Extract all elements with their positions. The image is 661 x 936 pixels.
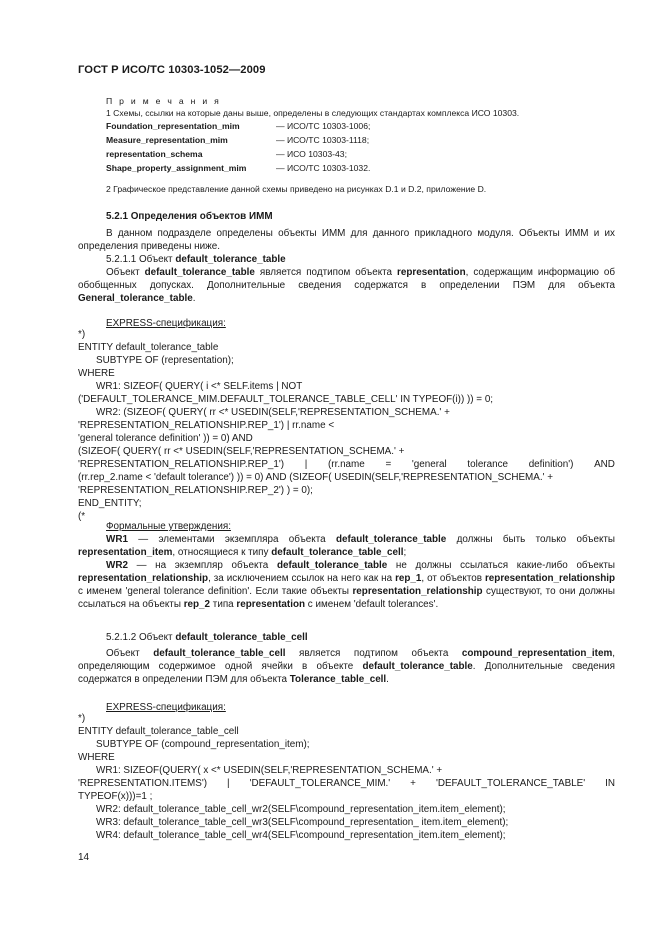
code-line: (* (78, 511, 86, 522)
ref-value: — ИСО/ТС 10303-1032. (276, 163, 371, 173)
text: с именем 'default tolerances'. (305, 599, 439, 610)
entity2-block (78, 631, 615, 686)
code-line: *) (78, 713, 86, 724)
entity-ref: representation (236, 599, 306, 610)
code-line: WHERE (78, 368, 115, 379)
section-intro: В данном подразделе определены объекты ИММ для данного прикладного модуля. Объекты ИММ и их определения приведены ниже. (78, 228, 615, 252)
text: не должны ссылаться какие-либо объекты (387, 560, 615, 571)
entity-ref: default_tolerance_table (362, 661, 473, 672)
code-token: AND (594, 459, 615, 470)
note-2: 2 Графическое представление данной схемы приведено на рисунках D.1 и D.2, приложение D. (106, 184, 487, 194)
text: типа (210, 599, 237, 610)
code-line-justified (78, 458, 615, 471)
code-line: ENTITY default_tolerance_table (78, 342, 219, 353)
entity-ref: compound_representation_item (461, 648, 613, 659)
entity-ref: default_tolerance_table (335, 534, 447, 545)
page-number: 14 (78, 852, 90, 863)
entity-ref: representation (397, 267, 466, 278)
entity-ref: rep_2 (183, 599, 211, 610)
text: , за исключением ссылок на него как на (208, 573, 396, 584)
wr2-statement (78, 559, 615, 611)
code-line: WR2: default_tolerance_table_cell_wr2(SELF\compound_representation_item.item_element); (96, 804, 506, 815)
entity2-name: default_tolerance_table_cell (175, 632, 308, 643)
code-line-justified (78, 777, 615, 790)
notes-title: П р и м е ч а н и я (106, 96, 222, 106)
rule-label: WR2 (106, 560, 128, 571)
code-line: WHERE (78, 752, 115, 763)
ref-name: Foundation_representation_mim (106, 121, 240, 131)
entity1-name: default_tolerance_table (175, 254, 286, 265)
express-code-1 (78, 328, 615, 523)
code-line: ('DEFAULT_TOLERANCE_MIM.DEFAULT_TOLERANCE_TABLE_CELL' IN TYPEOF(i)) )) = 0; (78, 394, 494, 405)
entity-ref: rep_1 (395, 573, 422, 584)
entity-ref: Tolerance_table_cell (289, 674, 387, 685)
entity2-heading (78, 631, 615, 644)
entity1-number: 5.2.1.1 Объект (106, 254, 176, 265)
entity2-number: 5.2.1.2 Объект (106, 632, 176, 643)
code-token: IN (605, 778, 615, 789)
text: — элементами экземпляра объекта (127, 534, 336, 545)
code-line: WR4: default_tolerance_table_cell_wr4(SELF\compound_representation_item.item_element); (96, 830, 506, 841)
code-token: | (304, 459, 308, 470)
code-token: 'REPRESENTATION.ITEMS') (78, 778, 208, 789)
text: — на экземпляр объекта (127, 560, 277, 571)
section-block (78, 210, 615, 305)
wr1-statement (78, 533, 615, 559)
formal-label: Формальные утверждения: (106, 521, 231, 532)
code-line: (rr.rep_2.name < 'default tolerance') )) = 0) AND (SIZEOF( USEDIN(SELF,'REPRESENTATION_SCHEMA.' + (78, 472, 553, 483)
text: , определяющим содержимое одной ячейки в объекте (78, 648, 615, 672)
code-line: 'REPRESENTATION_RELATIONSHIP.REP_1') | rr.name < (78, 420, 335, 431)
text: . (386, 674, 389, 685)
code-line: END_ENTITY; (78, 498, 142, 509)
code-line: TYPEOF(x)))=1 ; (78, 791, 153, 802)
text: . (192, 293, 196, 304)
ref-row (106, 133, 606, 147)
text: должны быть только объекты (446, 534, 616, 545)
code-token: 'REPRESENTATION_RELATIONSHIP.REP_1') (78, 459, 285, 470)
ref-value: — ИСО 10303-43; (276, 149, 347, 159)
page-header: ГОСТ Р ИСО/ТС 10303-1052—2009 (78, 64, 266, 76)
ref-row (106, 119, 606, 133)
code-token: 'DEFAULT_TOLERANCE_MIM.' (249, 778, 391, 789)
code-token: = (385, 459, 392, 470)
notes-block (106, 96, 606, 195)
express-code-2 (78, 712, 615, 842)
code-token: | (227, 778, 230, 789)
text: является подтипом объекта (254, 267, 398, 278)
text: ; (403, 547, 407, 558)
ref-name: Shape_property_assignment_mim (106, 163, 247, 173)
ref-row (106, 147, 606, 161)
ref-value: — ИСО/ТС 10303-1006; (276, 121, 371, 131)
code-line: *) (78, 329, 86, 340)
entity-ref: default_tolerance_table_cell (271, 547, 404, 558)
ref-row (106, 161, 606, 175)
code-token: definition') (528, 459, 574, 470)
section-heading: 5.2.1 Определения объектов ИММ (106, 211, 273, 222)
code-token: + (410, 778, 416, 789)
text: с именем 'general tolerance definition'. Если такие объекты (78, 586, 353, 597)
code-line: 'general tolerance definition' )) = 0) AND (78, 433, 253, 444)
text: Объект (106, 267, 145, 278)
entity-ref: default_tolerance_table (276, 560, 388, 571)
rule-label: WR1 (106, 534, 128, 545)
formal-statements (78, 520, 615, 611)
entity-ref: default_tolerance_table_cell (153, 648, 286, 659)
text: , относящиеся к типу (172, 547, 272, 558)
entity-ref: representation_relationship (484, 573, 616, 584)
text: является подтипом объекта (285, 648, 462, 659)
entity-ref: representation_item (78, 547, 173, 558)
code-token: (rr.name (328, 459, 365, 470)
entity-ref: General_tolerance_table (78, 293, 193, 304)
code-line: WR1: SIZEOF(QUERY( x <* USEDIN(SELF,'REPRESENTATION_SCHEMA.' + (96, 765, 443, 776)
code-line: (SIZEOF( QUERY( rr <* USEDIN(SELF,'REPRESENTATION_SCHEMA.' + (78, 446, 405, 457)
text: , от объектов (421, 573, 485, 584)
code-line: WR3: default_tolerance_table_cell_wr3(SELF\compound_representation_ item.item_element); (96, 817, 509, 828)
text: Объект (106, 648, 154, 659)
code-token: 'general (411, 459, 447, 470)
entity-ref: default_tolerance_table (144, 267, 255, 278)
text: . Дополнительные сведения содержатся в определении ПЭМ для объекта (78, 661, 615, 685)
code-line: ENTITY default_tolerance_table_cell (78, 726, 239, 737)
code-line: SUBTYPE OF (compound_representation_item); (96, 739, 310, 750)
entity-ref: representation_relationship (352, 586, 483, 597)
ref-value: — ИСО/ТС 10303-1118; (276, 135, 370, 145)
entity2-description (78, 647, 615, 686)
code-line: WR1: SIZEOF( QUERY( i <* SELF.items | NOT (96, 381, 303, 392)
entity1-heading (78, 253, 615, 266)
code-token: tolerance (467, 459, 509, 470)
express-label: EXPRESS-спецификация: (106, 702, 226, 713)
ref-name: representation_schema (106, 149, 203, 159)
code-token: 'DEFAULT_TOLERANCE_TABLE' (435, 778, 586, 789)
text: существуют, то они должны ссылаться на объекты (78, 586, 615, 610)
code-line: SUBTYPE OF (representation); (96, 355, 234, 366)
text: , содержащим информацию об обобщенных допусках. Дополнительные сведения содержатся в определении ПЭМ для объекта (78, 267, 615, 291)
code-line: WR2: (SIZEOF( QUERY( rr <* USEDIN(SELF,'REPRESENTATION_SCHEMA.' + (96, 407, 450, 418)
express-label: EXPRESS-спецификация: (106, 318, 226, 329)
entity1-description (78, 266, 615, 305)
note-1: 1 Схемы, ссылки на которые даны выше, определены в следующих стандартах комплекса ИСО 10303. (106, 108, 520, 118)
entity-ref: representation_relationship (78, 573, 209, 584)
code-line: 'REPRESENTATION_RELATIONSHIP.REP_2') ) = 0); (78, 485, 313, 496)
ref-name: Measure_representation_mim (106, 135, 228, 145)
